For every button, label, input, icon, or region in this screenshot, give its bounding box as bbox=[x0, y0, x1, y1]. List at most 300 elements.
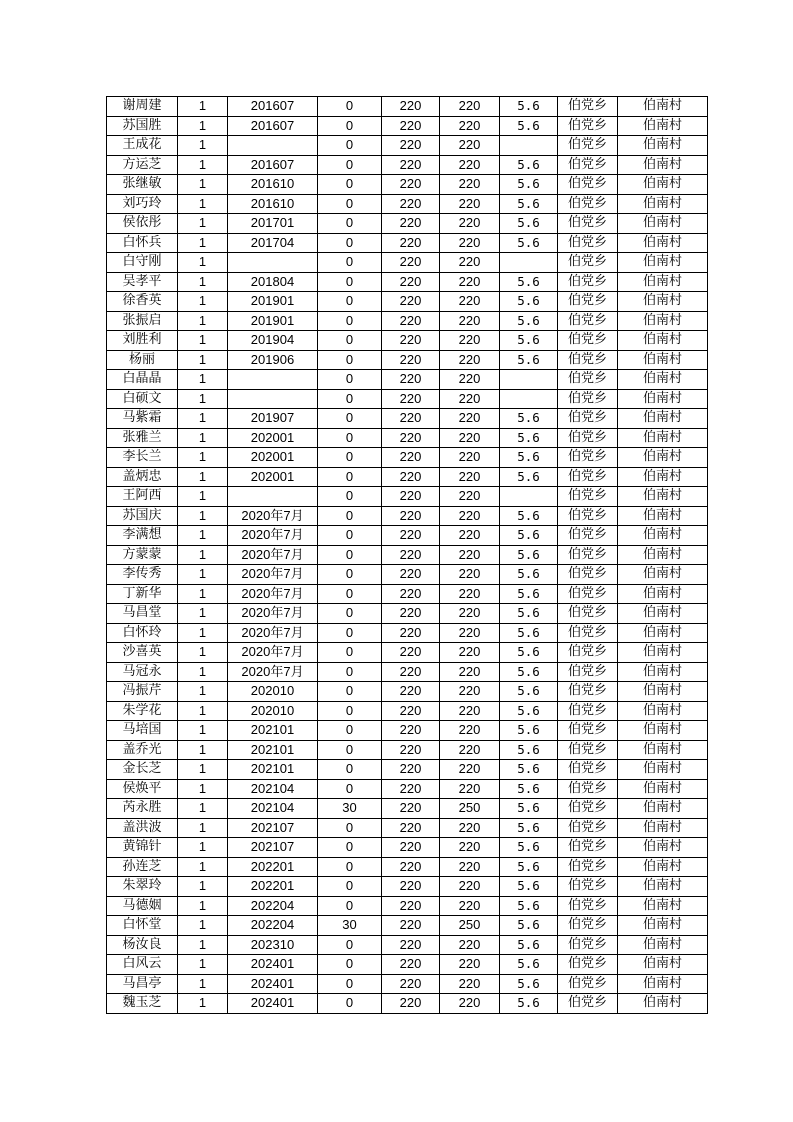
total-amount-cell: 220 bbox=[440, 701, 500, 721]
extra-amount-cell: 0 bbox=[318, 935, 382, 955]
total-amount-cell: 220 bbox=[440, 955, 500, 975]
village-cell: 伯南村 bbox=[618, 896, 708, 916]
village-cell: 伯南村 bbox=[618, 272, 708, 292]
rate-cell: 5.6 bbox=[500, 331, 558, 351]
rate-cell: 5.6 bbox=[500, 916, 558, 936]
village-cell: 伯南村 bbox=[618, 916, 708, 936]
name-cell: 李满想 bbox=[107, 526, 178, 546]
table-row bbox=[107, 916, 708, 936]
extra-amount-cell: 0 bbox=[318, 565, 382, 585]
base-amount-cell: 220 bbox=[382, 214, 440, 234]
name-cell: 刘巧玲 bbox=[107, 194, 178, 214]
name-cell: 杨丽 bbox=[107, 350, 178, 370]
village-cell: 伯南村 bbox=[618, 136, 708, 156]
table-row bbox=[107, 955, 708, 975]
town-cell: 伯党乡 bbox=[558, 331, 618, 351]
total-amount-cell: 220 bbox=[440, 253, 500, 273]
base-amount-cell: 220 bbox=[382, 526, 440, 546]
name-cell: 马德姻 bbox=[107, 896, 178, 916]
total-amount-cell: 250 bbox=[440, 916, 500, 936]
name-cell: 黄锦针 bbox=[107, 838, 178, 858]
base-amount-cell: 220 bbox=[382, 857, 440, 877]
total-amount-cell: 220 bbox=[440, 467, 500, 487]
base-amount-cell: 220 bbox=[382, 233, 440, 253]
name-cell: 白怀兵 bbox=[107, 233, 178, 253]
town-cell: 伯党乡 bbox=[558, 370, 618, 390]
date-cell: 202401 bbox=[228, 994, 318, 1014]
count-cell: 1 bbox=[178, 136, 228, 156]
base-amount-cell: 220 bbox=[382, 448, 440, 468]
table-row bbox=[107, 760, 708, 780]
village-cell: 伯南村 bbox=[618, 799, 708, 819]
extra-amount-cell: 0 bbox=[318, 311, 382, 331]
date-cell: 201907 bbox=[228, 409, 318, 429]
village-cell: 伯南村 bbox=[618, 838, 708, 858]
name-cell: 谢周建 bbox=[107, 97, 178, 117]
name-cell: 丁新华 bbox=[107, 584, 178, 604]
date-cell: 201901 bbox=[228, 311, 318, 331]
extra-amount-cell: 0 bbox=[318, 662, 382, 682]
town-cell: 伯党乡 bbox=[558, 799, 618, 819]
table-row bbox=[107, 994, 708, 1014]
town-cell: 伯党乡 bbox=[558, 643, 618, 663]
date-cell: 202107 bbox=[228, 818, 318, 838]
total-amount-cell: 220 bbox=[440, 682, 500, 702]
rate-cell: 5.6 bbox=[500, 448, 558, 468]
name-cell: 白硕文 bbox=[107, 389, 178, 409]
village-cell: 伯南村 bbox=[618, 428, 708, 448]
table-row bbox=[107, 292, 708, 312]
rate-cell: 5.6 bbox=[500, 623, 558, 643]
table-row bbox=[107, 428, 708, 448]
count-cell: 1 bbox=[178, 331, 228, 351]
base-amount-cell: 220 bbox=[382, 409, 440, 429]
town-cell: 伯党乡 bbox=[558, 214, 618, 234]
table-row bbox=[107, 136, 708, 156]
count-cell: 1 bbox=[178, 721, 228, 741]
name-cell: 金长芝 bbox=[107, 760, 178, 780]
rate-cell: 5.6 bbox=[500, 428, 558, 448]
table-row bbox=[107, 974, 708, 994]
town-cell: 伯党乡 bbox=[558, 994, 618, 1014]
total-amount-cell: 220 bbox=[440, 97, 500, 117]
extra-amount-cell: 0 bbox=[318, 331, 382, 351]
town-cell: 伯党乡 bbox=[558, 487, 618, 507]
count-cell: 1 bbox=[178, 233, 228, 253]
total-amount-cell: 220 bbox=[440, 565, 500, 585]
name-cell: 王成花 bbox=[107, 136, 178, 156]
extra-amount-cell: 0 bbox=[318, 350, 382, 370]
total-amount-cell: 220 bbox=[440, 331, 500, 351]
base-amount-cell: 220 bbox=[382, 331, 440, 351]
name-cell: 吴孝平 bbox=[107, 272, 178, 292]
count-cell: 1 bbox=[178, 994, 228, 1014]
date-cell: 201607 bbox=[228, 155, 318, 175]
rate-cell: 5.6 bbox=[500, 779, 558, 799]
base-amount-cell: 220 bbox=[382, 838, 440, 858]
base-amount-cell: 220 bbox=[382, 253, 440, 273]
date-cell: 202310 bbox=[228, 935, 318, 955]
date-cell bbox=[228, 253, 318, 273]
table-row bbox=[107, 487, 708, 507]
base-amount-cell: 220 bbox=[382, 955, 440, 975]
village-cell: 伯南村 bbox=[618, 682, 708, 702]
rate-cell: 5.6 bbox=[500, 194, 558, 214]
table-row bbox=[107, 175, 708, 195]
table-row bbox=[107, 155, 708, 175]
base-amount-cell: 220 bbox=[382, 487, 440, 507]
count-cell: 1 bbox=[178, 350, 228, 370]
name-cell: 朱学花 bbox=[107, 701, 178, 721]
rate-cell: 5.6 bbox=[500, 292, 558, 312]
date-cell: 202010 bbox=[228, 682, 318, 702]
extra-amount-cell: 0 bbox=[318, 838, 382, 858]
count-cell: 1 bbox=[178, 604, 228, 624]
town-cell: 伯党乡 bbox=[558, 935, 618, 955]
name-cell: 李长兰 bbox=[107, 448, 178, 468]
rate-cell bbox=[500, 136, 558, 156]
base-amount-cell: 220 bbox=[382, 584, 440, 604]
rate-cell: 5.6 bbox=[500, 838, 558, 858]
extra-amount-cell: 0 bbox=[318, 448, 382, 468]
date-cell: 2020年7月 bbox=[228, 526, 318, 546]
count-cell: 1 bbox=[178, 409, 228, 429]
base-amount-cell: 220 bbox=[382, 272, 440, 292]
town-cell: 伯党乡 bbox=[558, 194, 618, 214]
table-row bbox=[107, 818, 708, 838]
total-amount-cell: 220 bbox=[440, 214, 500, 234]
town-cell: 伯党乡 bbox=[558, 311, 618, 331]
village-cell: 伯南村 bbox=[618, 292, 708, 312]
rate-cell: 5.6 bbox=[500, 604, 558, 624]
count-cell: 1 bbox=[178, 760, 228, 780]
name-cell: 盖炳忠 bbox=[107, 467, 178, 487]
count-cell: 1 bbox=[178, 916, 228, 936]
base-amount-cell: 220 bbox=[382, 467, 440, 487]
name-cell: 白怀玲 bbox=[107, 623, 178, 643]
name-cell: 马紫霜 bbox=[107, 409, 178, 429]
name-cell: 魏玉芝 bbox=[107, 994, 178, 1014]
town-cell: 伯党乡 bbox=[558, 584, 618, 604]
town-cell: 伯党乡 bbox=[558, 604, 618, 624]
total-amount-cell: 220 bbox=[440, 935, 500, 955]
extra-amount-cell: 0 bbox=[318, 584, 382, 604]
rate-cell: 5.6 bbox=[500, 935, 558, 955]
rate-cell: 5.6 bbox=[500, 994, 558, 1014]
table-row bbox=[107, 272, 708, 292]
total-amount-cell: 220 bbox=[440, 428, 500, 448]
count-cell: 1 bbox=[178, 311, 228, 331]
total-amount-cell: 220 bbox=[440, 136, 500, 156]
extra-amount-cell: 0 bbox=[318, 389, 382, 409]
table-row bbox=[107, 799, 708, 819]
date-cell: 202401 bbox=[228, 974, 318, 994]
date-cell: 202201 bbox=[228, 857, 318, 877]
date-cell: 201607 bbox=[228, 116, 318, 136]
table-row bbox=[107, 740, 708, 760]
village-cell: 伯南村 bbox=[618, 955, 708, 975]
name-cell: 方蒙蒙 bbox=[107, 545, 178, 565]
total-amount-cell: 220 bbox=[440, 526, 500, 546]
total-amount-cell: 220 bbox=[440, 272, 500, 292]
name-cell: 沙喜英 bbox=[107, 643, 178, 663]
table-row bbox=[107, 214, 708, 234]
count-cell: 1 bbox=[178, 389, 228, 409]
count-cell: 1 bbox=[178, 272, 228, 292]
village-cell: 伯南村 bbox=[618, 175, 708, 195]
count-cell: 1 bbox=[178, 779, 228, 799]
rate-cell: 5.6 bbox=[500, 584, 558, 604]
village-cell: 伯南村 bbox=[618, 370, 708, 390]
name-cell: 马冠永 bbox=[107, 662, 178, 682]
town-cell: 伯党乡 bbox=[558, 272, 618, 292]
total-amount-cell: 220 bbox=[440, 662, 500, 682]
base-amount-cell: 220 bbox=[382, 175, 440, 195]
extra-amount-cell: 0 bbox=[318, 409, 382, 429]
extra-amount-cell: 0 bbox=[318, 428, 382, 448]
name-cell: 盖乔光 bbox=[107, 740, 178, 760]
town-cell: 伯党乡 bbox=[558, 506, 618, 526]
date-cell: 202204 bbox=[228, 896, 318, 916]
total-amount-cell: 220 bbox=[440, 643, 500, 663]
total-amount-cell: 220 bbox=[440, 721, 500, 741]
total-amount-cell: 220 bbox=[440, 877, 500, 897]
count-cell: 1 bbox=[178, 97, 228, 117]
village-cell: 伯南村 bbox=[618, 506, 708, 526]
total-amount-cell: 220 bbox=[440, 194, 500, 214]
rate-cell: 5.6 bbox=[500, 214, 558, 234]
base-amount-cell: 220 bbox=[382, 370, 440, 390]
total-amount-cell: 220 bbox=[440, 838, 500, 858]
date-cell bbox=[228, 136, 318, 156]
village-cell: 伯南村 bbox=[618, 779, 708, 799]
count-cell: 1 bbox=[178, 701, 228, 721]
town-cell: 伯党乡 bbox=[558, 565, 618, 585]
rate-cell bbox=[500, 389, 558, 409]
extra-amount-cell: 0 bbox=[318, 623, 382, 643]
base-amount-cell: 220 bbox=[382, 155, 440, 175]
rate-cell: 5.6 bbox=[500, 740, 558, 760]
count-cell: 1 bbox=[178, 214, 228, 234]
village-cell: 伯南村 bbox=[618, 545, 708, 565]
village-cell: 伯南村 bbox=[618, 331, 708, 351]
date-cell: 2020年7月 bbox=[228, 623, 318, 643]
name-cell: 杨汝良 bbox=[107, 935, 178, 955]
town-cell: 伯党乡 bbox=[558, 662, 618, 682]
count-cell: 1 bbox=[178, 643, 228, 663]
village-cell: 伯南村 bbox=[618, 643, 708, 663]
date-cell: 2020年7月 bbox=[228, 643, 318, 663]
name-cell: 张雅兰 bbox=[107, 428, 178, 448]
count-cell: 1 bbox=[178, 857, 228, 877]
extra-amount-cell: 0 bbox=[318, 974, 382, 994]
village-cell: 伯南村 bbox=[618, 448, 708, 468]
rate-cell: 5.6 bbox=[500, 467, 558, 487]
rate-cell: 5.6 bbox=[500, 662, 558, 682]
village-cell: 伯南村 bbox=[618, 974, 708, 994]
extra-amount-cell: 0 bbox=[318, 994, 382, 1014]
date-cell: 202001 bbox=[228, 467, 318, 487]
table-row bbox=[107, 877, 708, 897]
date-cell: 201610 bbox=[228, 175, 318, 195]
rate-cell: 5.6 bbox=[500, 116, 558, 136]
date-cell: 2020年7月 bbox=[228, 545, 318, 565]
town-cell: 伯党乡 bbox=[558, 292, 618, 312]
table-body bbox=[107, 97, 708, 1014]
rate-cell: 5.6 bbox=[500, 175, 558, 195]
town-cell: 伯党乡 bbox=[558, 721, 618, 741]
base-amount-cell: 220 bbox=[382, 682, 440, 702]
table-row bbox=[107, 545, 708, 565]
total-amount-cell: 220 bbox=[440, 506, 500, 526]
rate-cell: 5.6 bbox=[500, 526, 558, 546]
base-amount-cell: 220 bbox=[382, 506, 440, 526]
table-row bbox=[107, 233, 708, 253]
town-cell: 伯党乡 bbox=[558, 545, 618, 565]
date-cell: 202104 bbox=[228, 779, 318, 799]
village-cell: 伯南村 bbox=[618, 253, 708, 273]
base-amount-cell: 220 bbox=[382, 604, 440, 624]
village-cell: 伯南村 bbox=[618, 623, 708, 643]
base-amount-cell: 220 bbox=[382, 292, 440, 312]
base-amount-cell: 220 bbox=[382, 896, 440, 916]
extra-amount-cell: 0 bbox=[318, 701, 382, 721]
table-row bbox=[107, 682, 708, 702]
village-cell: 伯南村 bbox=[618, 155, 708, 175]
village-cell: 伯南村 bbox=[618, 565, 708, 585]
extra-amount-cell: 0 bbox=[318, 253, 382, 273]
village-cell: 伯南村 bbox=[618, 701, 708, 721]
total-amount-cell: 220 bbox=[440, 857, 500, 877]
table-row bbox=[107, 857, 708, 877]
extra-amount-cell: 0 bbox=[318, 292, 382, 312]
name-cell: 白怀堂 bbox=[107, 916, 178, 936]
total-amount-cell: 250 bbox=[440, 799, 500, 819]
extra-amount-cell: 0 bbox=[318, 740, 382, 760]
date-cell bbox=[228, 389, 318, 409]
count-cell: 1 bbox=[178, 292, 228, 312]
base-amount-cell: 220 bbox=[382, 779, 440, 799]
town-cell: 伯党乡 bbox=[558, 448, 618, 468]
name-cell: 徐香英 bbox=[107, 292, 178, 312]
base-amount-cell: 220 bbox=[382, 136, 440, 156]
table-row bbox=[107, 370, 708, 390]
base-amount-cell: 220 bbox=[382, 643, 440, 663]
count-cell: 1 bbox=[178, 467, 228, 487]
date-cell: 201906 bbox=[228, 350, 318, 370]
total-amount-cell: 220 bbox=[440, 233, 500, 253]
rate-cell: 5.6 bbox=[500, 857, 558, 877]
rate-cell: 5.6 bbox=[500, 721, 558, 741]
name-cell: 白守刚 bbox=[107, 253, 178, 273]
base-amount-cell: 220 bbox=[382, 116, 440, 136]
town-cell: 伯党乡 bbox=[558, 623, 618, 643]
rate-cell: 5.6 bbox=[500, 545, 558, 565]
count-cell: 1 bbox=[178, 818, 228, 838]
date-cell: 202104 bbox=[228, 799, 318, 819]
total-amount-cell: 220 bbox=[440, 350, 500, 370]
village-cell: 伯南村 bbox=[618, 116, 708, 136]
extra-amount-cell: 0 bbox=[318, 526, 382, 546]
town-cell: 伯党乡 bbox=[558, 467, 618, 487]
date-cell: 202101 bbox=[228, 760, 318, 780]
count-cell: 1 bbox=[178, 682, 228, 702]
extra-amount-cell: 0 bbox=[318, 467, 382, 487]
town-cell: 伯党乡 bbox=[558, 155, 618, 175]
rate-cell: 5.6 bbox=[500, 974, 558, 994]
name-cell: 张振启 bbox=[107, 311, 178, 331]
base-amount-cell: 220 bbox=[382, 799, 440, 819]
rate-cell bbox=[500, 487, 558, 507]
village-cell: 伯南村 bbox=[618, 818, 708, 838]
village-cell: 伯南村 bbox=[618, 935, 708, 955]
rate-cell: 5.6 bbox=[500, 350, 558, 370]
village-cell: 伯南村 bbox=[618, 760, 708, 780]
table-row bbox=[107, 526, 708, 546]
rate-cell bbox=[500, 370, 558, 390]
name-cell: 方运芝 bbox=[107, 155, 178, 175]
table-row bbox=[107, 721, 708, 741]
village-cell: 伯南村 bbox=[618, 487, 708, 507]
count-cell: 1 bbox=[178, 877, 228, 897]
count-cell: 1 bbox=[178, 740, 228, 760]
date-cell bbox=[228, 487, 318, 507]
date-cell: 201904 bbox=[228, 331, 318, 351]
village-cell: 伯南村 bbox=[618, 311, 708, 331]
extra-amount-cell: 0 bbox=[318, 116, 382, 136]
town-cell: 伯党乡 bbox=[558, 428, 618, 448]
count-cell: 1 bbox=[178, 526, 228, 546]
table-row bbox=[107, 350, 708, 370]
date-cell: 201804 bbox=[228, 272, 318, 292]
rate-cell bbox=[500, 253, 558, 273]
date-cell: 201607 bbox=[228, 97, 318, 117]
count-cell: 1 bbox=[178, 155, 228, 175]
date-cell: 202401 bbox=[228, 955, 318, 975]
town-cell: 伯党乡 bbox=[558, 389, 618, 409]
count-cell: 1 bbox=[178, 370, 228, 390]
table-row bbox=[107, 935, 708, 955]
town-cell: 伯党乡 bbox=[558, 877, 618, 897]
name-cell: 马昌亭 bbox=[107, 974, 178, 994]
date-cell: 202010 bbox=[228, 701, 318, 721]
village-cell: 伯南村 bbox=[618, 721, 708, 741]
village-cell: 伯南村 bbox=[618, 857, 708, 877]
extra-amount-cell: 0 bbox=[318, 97, 382, 117]
base-amount-cell: 220 bbox=[382, 916, 440, 936]
rate-cell: 5.6 bbox=[500, 565, 558, 585]
base-amount-cell: 220 bbox=[382, 623, 440, 643]
name-cell: 盖洪波 bbox=[107, 818, 178, 838]
extra-amount-cell: 0 bbox=[318, 545, 382, 565]
table-row bbox=[107, 467, 708, 487]
date-cell: 201610 bbox=[228, 194, 318, 214]
table-row bbox=[107, 331, 708, 351]
village-cell: 伯南村 bbox=[618, 740, 708, 760]
table-row bbox=[107, 779, 708, 799]
name-cell: 张继敏 bbox=[107, 175, 178, 195]
name-cell: 马培国 bbox=[107, 721, 178, 741]
table-row bbox=[107, 643, 708, 663]
base-amount-cell: 220 bbox=[382, 721, 440, 741]
count-cell: 1 bbox=[178, 565, 228, 585]
base-amount-cell: 220 bbox=[382, 97, 440, 117]
table-row bbox=[107, 506, 708, 526]
total-amount-cell: 220 bbox=[440, 175, 500, 195]
name-cell: 白风云 bbox=[107, 955, 178, 975]
table-row bbox=[107, 604, 708, 624]
count-cell: 1 bbox=[178, 448, 228, 468]
